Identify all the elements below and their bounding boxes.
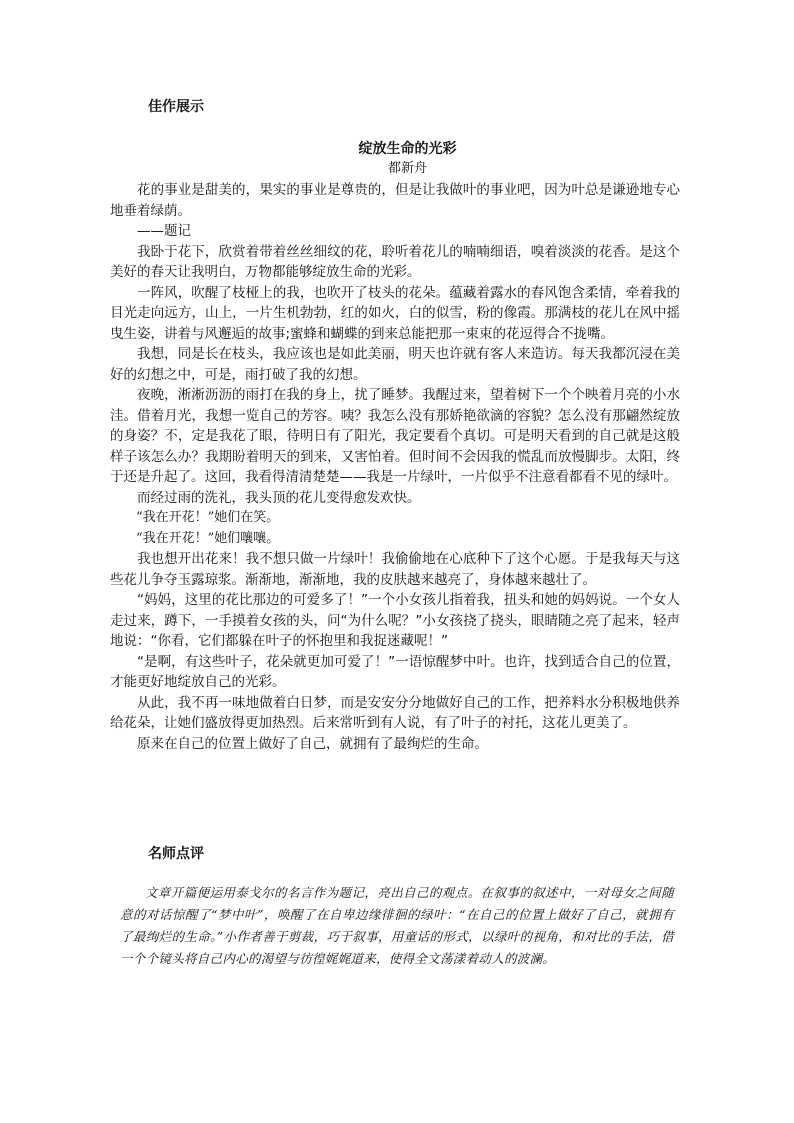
comment-text: 文章开篇便运用泰戈尔的名言作为题记，亮出自己的观点。在叙事的叙述中，一对母女之间随意的对话惊醒了“梦中叶”，唤醒了在自卑边缘徘徊的绿叶：“在自己的位置上做好了自己，就拥有了最绚烂的生命。”小作者善于剪裁，巧于叙事，用童话的形式，以绿叶的视角，和对比的手法，借一个个镜头将自己内心的渴望与彷徨娓娓道来，使得全文荡漾着动人的波澜。	[120, 885, 674, 966]
essay-paragraph: 从此，我不再一味地做着白日梦，而是安安分分地做好自己的工作，把养料水分积极地供养给花朵，让她们盛放得更加热烈。后来常听到有人说，有了叶子的衬托，这花儿更美了。	[110, 694, 680, 731]
comment-heading: 名师点评	[148, 846, 204, 862]
essay-paragraph: 原来在自己的位置上做好了自己，就拥有了最绚烂的生命。	[137, 735, 488, 752]
essay-paragraph: “妈妈，这里的花比那边的可爱多了！”一个小女孩儿指着我，扭头和她的妈妈说。一个女人走过来，蹲下，一手摸着女孩的头，问“为什么呢？”小女孩挠了挠头，眼睛随之亮了起来，轻声地说：“你看，它们都躲在叶子的怀抱里和我捉迷藏呢！”	[110, 592, 680, 649]
essay-paragraph: 夜晚，淅淅沥沥的雨打在我的身上，扰了睡梦。我醒过来，望着树下一个个映着月亮的小水洼。借着月光，我想一览自己的芳容。咦？我怎么没有那娇艳欲滴的容貌？怎么没有那翩然绽放的身姿？不，定是我花了眼，待明日有了阳光，我定要看个真切。可是明天看到的自己就是这般样子该怎么办？我期盼着明天的到来，又害怕着。但时间不会因我的慌乱而放慢脚步。太阳，终于还是升起了。这回，我看得清清楚楚——我是一片绿叶，一片似乎不注意看都看不见的绿叶。	[110, 387, 680, 485]
essay-paragraph: 一阵风，吹醒了枝桠上的我，也吹开了枝头的花朵。蕴藏着露水的春风饱含柔情，牵着我的目光走向远方，山上，一片生机勃勃，红的如火，白的似雪，粉的像霞。那满枝的花儿在风中摇曳生姿，讲着与风邂逅的故事;蜜蜂和蝴蝶的到来总能把那一束束的花逗得合不拢嘴。	[110, 284, 680, 342]
epigraph-source: ——题记	[137, 223, 191, 239]
essay-paragraph: 而经过雨的洗礼，我头顶的花儿变得愈发欢快。	[137, 489, 421, 506]
essay-paragraph: “是啊，有这些叶子，花朵就更加可爱了！”一语惊醒梦中叶。也许，找到适合自己的位置，才能更好地绽放自己的光彩。	[110, 653, 680, 690]
essay-title: 绽放生命的光彩	[358, 141, 457, 157]
essay-paragraph: 我卧于花下，欣赏着带着丝丝细纹的花，聆听着花儿的喃喃细语，嗅着淡淡的花香。是这个美好的春天让我明白，万物都能够绽放生命的光彩。	[110, 243, 680, 280]
essay-paragraph: 我也想开出花来！我不想只做一片绿叶！我偷偷地在心底种下了这个心愿。于是我每天与这些花儿争夺玉露琼浆。渐渐地，渐渐地，我的皮肤越来越亮了，身体越来越壮了。	[110, 551, 680, 588]
essay-body	[110, 180, 680, 754]
essay-quote-line: “我在开花！”她们在笑。	[136, 510, 280, 525]
epigraph: 花的事业是甜美的，果实的事业是尊贵的，但是让我做叶的事业吧，因为叶总是谦逊地专心地垂着绿荫。	[110, 182, 680, 219]
section-heading: 佳作展示	[148, 99, 204, 115]
essay-author: 都新舟	[387, 161, 427, 176]
essay-paragraph: 我想，同是长在枝头，我应该也是如此美丽，明天也许就有客人来造访。每天我都沉浸在美好的幻想之中，可是，雨打破了我的幻想。	[110, 346, 680, 383]
essay-quote-line: “我在开花！”她们嚷嚷。	[136, 530, 280, 546]
